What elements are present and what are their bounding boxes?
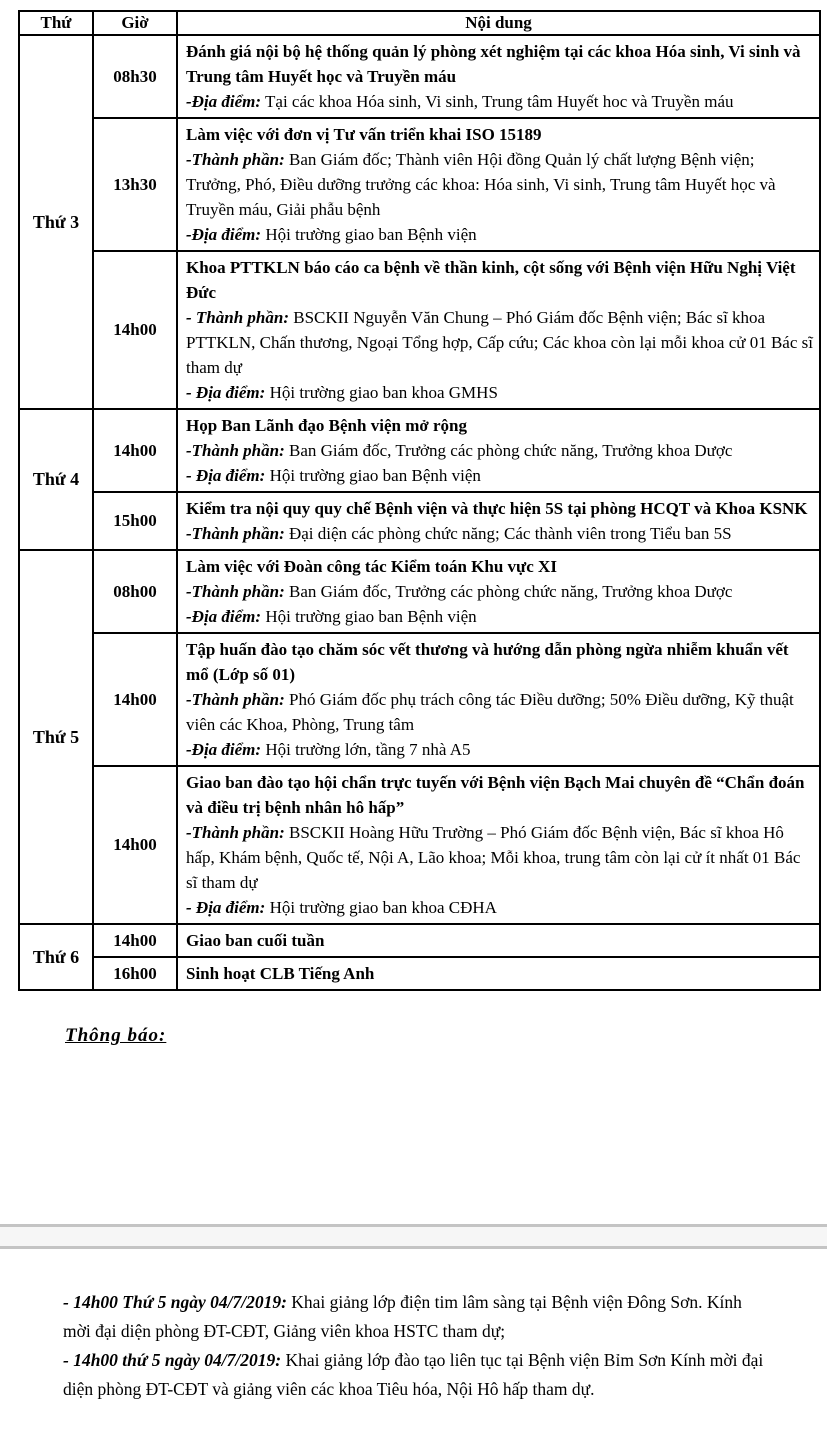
schedule-table-body bbox=[19, 35, 820, 990]
detail-text: Tại các khoa Hóa sinh, Vi sinh, Trung tâm Huyết hoc và Truyền máu bbox=[261, 92, 734, 111]
event-title: Khoa PTTKLN báo cáo ca bệnh về thần kinh, cột sống với Bệnh viện Hữu Nghị Việt Đức bbox=[186, 258, 796, 302]
event-detail bbox=[186, 147, 813, 222]
detail-text: Hội trường giao ban Bệnh viện bbox=[261, 225, 477, 244]
event-detail bbox=[186, 687, 813, 737]
time-cell: 16h00 bbox=[93, 957, 177, 990]
event-cell bbox=[177, 957, 820, 990]
day-cell: Thứ 4 bbox=[19, 409, 93, 550]
time-cell: 14h00 bbox=[93, 766, 177, 924]
day-cell: Thứ 5 bbox=[19, 550, 93, 924]
schedule-row bbox=[19, 251, 820, 409]
detail-label: -Địa điểm: bbox=[186, 92, 262, 111]
event-cell bbox=[177, 251, 820, 409]
detail-text: Hội trường giao ban Bệnh viện bbox=[265, 466, 481, 485]
schedule-row bbox=[19, 957, 820, 990]
detail-label: - Địa điểm: bbox=[186, 466, 266, 485]
event-detail bbox=[186, 737, 813, 762]
event-cell bbox=[177, 409, 820, 492]
time-cell: 14h00 bbox=[93, 924, 177, 957]
detail-label: -Thành phần: bbox=[186, 582, 285, 601]
detail-label: -Thành phần: bbox=[186, 441, 285, 460]
notice-text: Khai giảng lớp điện tim lâm sàng tại Bệnh viện Đông Sơn. Kính mời đại diện phòng ĐT-CĐT, Giảng viên khoa HSTC tham dự; bbox=[63, 1292, 742, 1341]
event-title: Họp Ban Lãnh đạo Bệnh viện mở rộng bbox=[186, 416, 468, 435]
detail-label: -Địa điểm: bbox=[186, 225, 262, 244]
detail-text: BSCKII Nguyễn Văn Chung – Phó Giám đốc Bệnh viện; Bác sĩ khoa PTTKLN, Chấn thương, Ngoại Tổng hợp, Cấp cứu; Các khoa còn lại mỗi khoa cử 01 Bác sĩ tham dự bbox=[186, 308, 813, 377]
day-cell: Thứ 6 bbox=[19, 924, 93, 990]
detail-text: Phó Giám đốc phụ trách công tác Điều dưỡng; 50% Điều dưỡng, Kỹ thuật viên các Khoa, Phòng, Trung tâm bbox=[186, 690, 794, 734]
time-cell: 14h00 bbox=[93, 633, 177, 766]
header-content: Nội dung bbox=[177, 11, 820, 35]
notices-list bbox=[63, 1288, 773, 1404]
event-title: Làm việc với đơn vị Tư vấn triển khai ISO 15189 bbox=[186, 125, 542, 144]
event-detail bbox=[186, 895, 813, 920]
detail-text: Hội trường giao ban Bệnh viện bbox=[261, 607, 477, 626]
event-detail bbox=[186, 820, 813, 895]
detail-label: - Địa điểm: bbox=[186, 898, 266, 917]
time-cell: 14h00 bbox=[93, 409, 177, 492]
schedule-row bbox=[19, 924, 820, 957]
detail-label: -Thành phần: bbox=[186, 690, 285, 709]
detail-label: -Thành phần: bbox=[186, 524, 285, 543]
schedule-row bbox=[19, 492, 820, 550]
notice-label: - 14h00 thứ 5 ngày 04/7/2019: bbox=[63, 1350, 282, 1370]
page-break-separator bbox=[0, 1224, 827, 1249]
document-page bbox=[0, 10, 827, 1449]
schedule-row bbox=[19, 550, 820, 633]
detail-label: -Địa điểm: bbox=[186, 607, 262, 626]
time-cell: 14h00 bbox=[93, 251, 177, 409]
detail-label: -Địa điểm: bbox=[186, 740, 262, 759]
event-detail bbox=[186, 89, 813, 114]
time-cell: 08h00 bbox=[93, 550, 177, 633]
event-title: Giao ban đào tạo hội chẩn trực tuyến với Bệnh viện Bạch Mai chuyên đề “Chẩn đoán và điều trị bệnh nhân hô hấp” bbox=[186, 773, 805, 817]
detail-text: Hội trường lớn, tầng 7 nhà A5 bbox=[261, 740, 471, 759]
event-cell bbox=[177, 492, 820, 550]
event-detail bbox=[186, 438, 813, 463]
header-time: Giờ bbox=[93, 11, 177, 35]
event-cell bbox=[177, 35, 820, 118]
detail-text: Ban Giám đốc, Trưởng các phòng chức năng, Trưởng khoa Dược bbox=[284, 441, 733, 460]
detail-label: -Thành phần: bbox=[186, 823, 285, 842]
event-cell bbox=[177, 924, 820, 957]
weekly-schedule-table bbox=[18, 10, 821, 991]
detail-label: - Địa điểm: bbox=[186, 383, 266, 402]
schedule-row bbox=[19, 409, 820, 492]
event-cell bbox=[177, 550, 820, 633]
notice-text: Khai giảng lớp đào tạo liên tục tại Bệnh viện Bỉm Sơn Kính mời đại diện phòng ĐT-CĐT và giảng viên các khoa Tiêu hóa, Nội Hô hấp tham dự. bbox=[63, 1350, 764, 1399]
event-detail bbox=[186, 305, 813, 380]
detail-text: Hội trường giao ban khoa GMHS bbox=[265, 383, 498, 402]
time-cell: 15h00 bbox=[93, 492, 177, 550]
event-detail bbox=[186, 604, 813, 629]
detail-text: BSCKII Hoàng Hữu Trường – Phó Giám đốc Bệnh viện, Bác sĩ khoa Hô hấp, Khám bệnh, Quốc tế, Nội A, Lão khoa; Mỗi khoa, trung tâm còn lại cử ít nhất 01 Bác sĩ tham dự bbox=[186, 823, 801, 892]
detail-text: Hội trường giao ban khoa CĐHA bbox=[265, 898, 497, 917]
schedule-row bbox=[19, 766, 820, 924]
schedule-row bbox=[19, 118, 820, 251]
header-day: Thứ bbox=[19, 11, 93, 35]
event-cell bbox=[177, 633, 820, 766]
table-header-row bbox=[19, 11, 820, 35]
event-title: Kiểm tra nội quy quy chế Bệnh viện và thực hiện 5S tại phòng HCQT và Khoa KSNK bbox=[186, 499, 808, 518]
time-cell: 13h30 bbox=[93, 118, 177, 251]
event-detail bbox=[186, 579, 813, 604]
event-cell bbox=[177, 766, 820, 924]
detail-label: -Thành phần: bbox=[186, 150, 285, 169]
event-detail bbox=[186, 380, 813, 405]
event-cell bbox=[177, 118, 820, 251]
notices-heading: Thông báo: bbox=[65, 1025, 167, 1046]
day-cell: Thứ 3 bbox=[19, 35, 93, 409]
notice-item bbox=[63, 1346, 773, 1404]
event-title: Giao ban cuối tuần bbox=[186, 931, 325, 950]
detail-label: - Thành phần: bbox=[186, 308, 289, 327]
notice-label: - 14h00 Thứ 5 ngày 04/7/2019: bbox=[63, 1292, 287, 1312]
notice-item bbox=[63, 1288, 773, 1346]
event-detail bbox=[186, 521, 813, 546]
event-title: Tập huấn đào tạo chăm sóc vết thương và hướng dẫn phòng ngừa nhiễm khuẩn vết mổ (Lớp số 01) bbox=[186, 640, 789, 684]
schedule-row bbox=[19, 633, 820, 766]
event-title: Sinh hoạt CLB Tiếng Anh bbox=[186, 964, 375, 983]
schedule-row bbox=[19, 35, 820, 118]
detail-text: Ban Giám đốc; Thành viên Hội đồng Quản lý chất lượng Bệnh viện; Trưởng, Phó, Điều dưỡng trưởng các khoa: Hóa sinh, Vi sinh, Trung tâm Huyết học và Truyền máu, Giải phẫu bệnh bbox=[186, 150, 776, 219]
detail-text: Đại diện các phòng chức năng; Các thành viên trong Tiểu ban 5S bbox=[284, 524, 732, 543]
event-title: Làm việc với Đoàn công tác Kiểm toán Khu vực XI bbox=[186, 557, 557, 576]
event-title: Đánh giá nội bộ hệ thống quản lý phòng xét nghiệm tại các khoa Hóa sinh, Vi sinh và Trung tâm Huyết học và Truyền máu bbox=[186, 42, 801, 86]
event-detail bbox=[186, 222, 813, 247]
event-detail bbox=[186, 463, 813, 488]
detail-text: Ban Giám đốc, Trưởng các phòng chức năng, Trưởng khoa Dược bbox=[284, 582, 733, 601]
time-cell: 08h30 bbox=[93, 35, 177, 118]
